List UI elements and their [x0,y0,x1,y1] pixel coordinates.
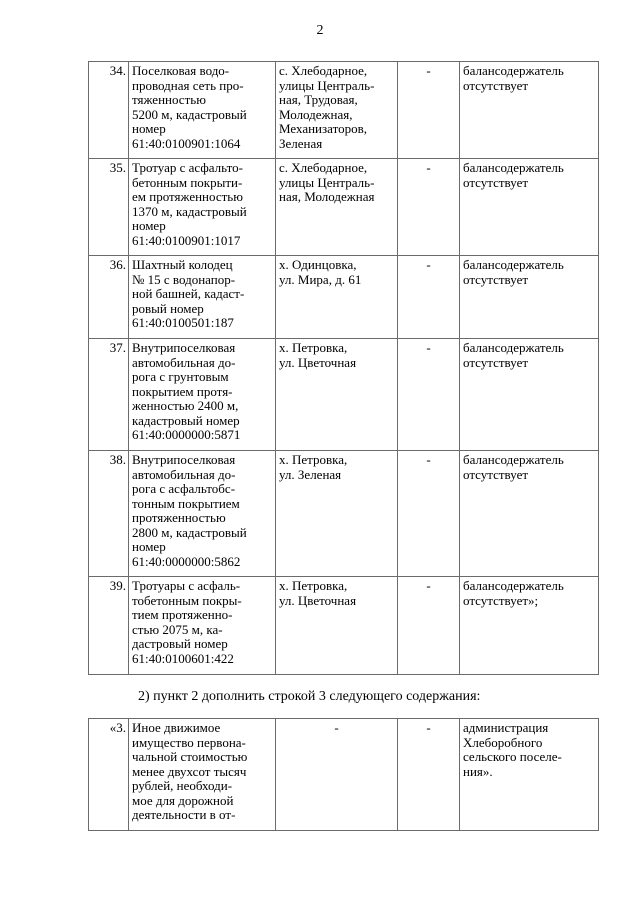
table-row [89,62,599,159]
object-address: х. Петровка, ул. Зеленая [276,451,398,577]
object-description: Тротуар с асфальто- бетонным покрыти- ем протяженностью 1370 м, кадастровый номер 61:40:0100901:1017 [129,159,276,256]
balance-holder: балансодержатель отсутствует [460,256,599,339]
object-description: Иное движимое имущество первона- чальной стоимостью менее двухсот тысяч рублей, необходи- мое для дорожной деятельности в от- [129,719,276,831]
balance-holder: балансодержатель отсутствует»; [460,577,599,675]
object-address: с. Хлебодарное, улицы Централь- ная, Трудовая, Молодежная, Механизаторов, Зеленая [276,62,398,159]
balance-holder: администрация Хлеборобного сельского поселе- ния». [460,719,599,831]
object-description: Тротуары с асфаль- тобетонным покры- тием протяженно- стью 2075 м, ка- дастровый номер 61:40:0100601:422 [129,577,276,675]
object-address: х. Петровка, ул. Цветочная [276,577,398,675]
row-number: 38. [89,451,129,577]
object-description: Внутрипоселковая автомобильная до- рога с грунтовым покрытием протя- женностью 2400 м, кадастровый номер 61:40:0000000:5871 [129,339,276,451]
object-address: х. Одинцовка, ул. Мира, д. 61 [276,256,398,339]
object-description: Шахтный колодец № 15 с водонапор- ной башней, кадаст- ровый номер 61:40:0100501:187 [129,256,276,339]
page-number: 2 [316,23,324,38]
row-number: 39. [89,577,129,675]
row-number: «3. [89,719,129,831]
balance-holder: балансодержатель отсутствует [460,159,599,256]
empty-value-dash: - [398,339,460,451]
object-description: Внутрипоселковая автомобильная до- рога с асфальтобс- тонным покрытием протяженностью 2800 м, кадастровый номер 61:40:0000000:5862 [129,451,276,577]
balance-holder: балансодержатель отсутствует [460,62,599,159]
table-row [89,339,599,451]
empty-value-dash: - [398,62,460,159]
table-row [89,577,599,675]
object-address: х. Петровка, ул. Цветочная [276,339,398,451]
object-address: - [276,719,398,831]
empty-value-dash: - [398,451,460,577]
row-number: 34. [89,62,129,159]
table-row [89,719,599,831]
table-row [89,159,599,256]
balance-holder: балансодержатель отсутствует [460,451,599,577]
table-row [89,256,599,339]
empty-value-dash: - [398,719,460,831]
row-number: 36. [89,256,129,339]
row-number: 37. [89,339,129,451]
empty-value-dash: - [398,256,460,339]
addition-table [88,718,599,831]
balance-holder: балансодержатель отсутствует [460,339,599,451]
empty-value-dash: - [398,159,460,256]
empty-value-dash: - [398,577,460,675]
row-number: 35. [89,159,129,256]
object-description: Поселковая водо- проводная сеть про- тяженностью 5200 м, кадастровый номер 61:40:0100901:1064 [129,62,276,159]
object-address: с. Хлебодарное, улицы Централь- ная, Молодежная [276,159,398,256]
table-row [89,451,599,577]
amendment-paragraph: 2) пункт 2 дополнить строкой 3 следующего содержания: [138,689,481,704]
property-table [88,61,599,675]
